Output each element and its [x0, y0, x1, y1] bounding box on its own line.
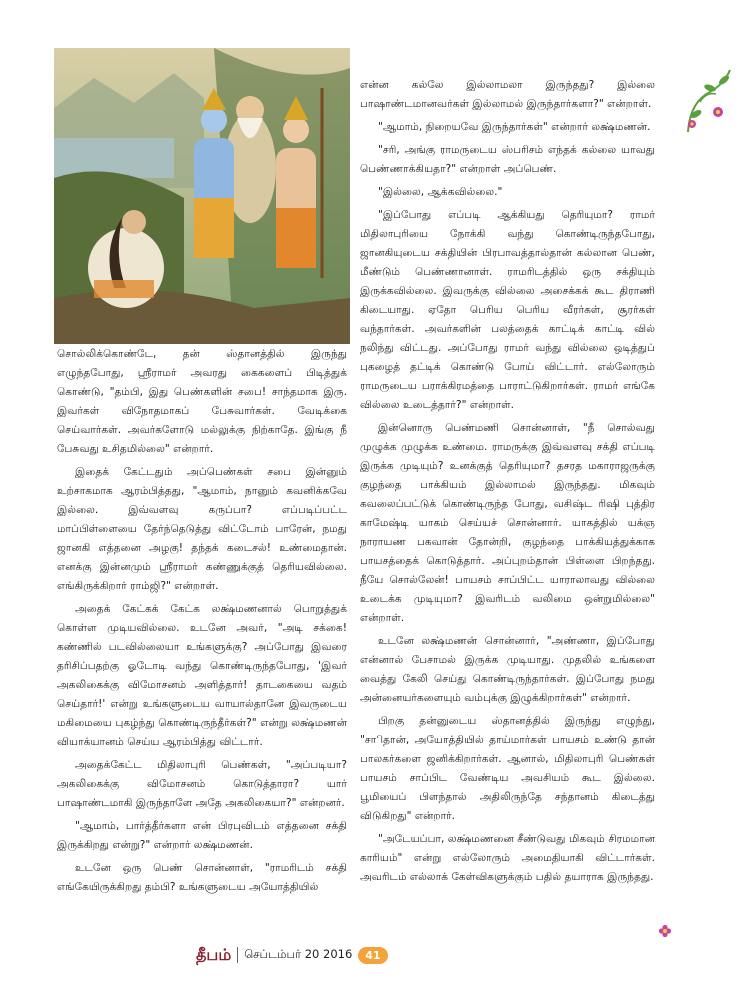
paragraph: அதைக் கேட்கக் கேட்க லக்ஷ்மணனால் பொறுத்துக் கொள்ள முடியவில்லை. உடனே அவர், "அடி சக்கை! கண்ணில் படவில்லையா உங்களுக்கு? அப்போது இவரை தரிசிப்பதற்கு ஓடோடி வந்து கொண்டிருந்தபோது, 'இவர் அகலிகைக்கு விமோசனம் அளித்தார்! தாடகையை வதம் செய்தார்!' என்று உங்களுடைய வாயால்தானே இவருடைய மகிமையை புகழ்ந்து கொண்டிருந்தீர்கள்?" என்று லக்ஷ்மணன் வியாக்யானம் செய்ய ஆரம்பித்து விட்டார். [57, 603, 347, 748]
paragraph: "இல்லை, ஆக்கவில்லை." [378, 186, 503, 198]
left-text-column [57, 345, 347, 901]
floral-ornament [680, 62, 736, 134]
ramayana-illustration [54, 48, 350, 344]
paragraph: "ஆமாம், பார்த்தீர்களா என் பிரபுவிடம் எத்தனை சக்தி இருக்கிறது என்று?" என்றார் லக்ஷ்மணன். [57, 820, 347, 851]
paragraph: உடனே லக்ஷ்மணன் சொன்னார், "அண்ணா, இப்போது என்னால் பேசாமல் இருக்க முடியாது. முதலில் உங்களை வைத்து கேலி செய்து கொண்டிருந்தார்கள். இப்போது நமது அன்னையர்களையும் வம்புக்கு இழுக்கிறார்கள்" என்றார். [360, 635, 655, 704]
paragraph: "இப்போது எப்படி ஆக்கியது தெரியுமா? ராமர் மிதிலாபுரியை நோக்கி வந்து கொண்டிருந்தபோது, ஜானகியுடைய சக்தியின் பிரபாவத்தால்தான் கல்லான பெண், மீண்டும் பெண்ணானாள். ராமரிடத்தில் ஒரு சக்தியும் இருக்கவில்லை. இவருக்கு வில்லை அசைக்கக் கூட திராணி கிடையாது. ஏதோ பெரிய பெரிய வீரர்கள், சூரர்கள் வந்தார்கள். அவர்களின் பலத்தைக் காட்டிக் காட்டி வில் நலிந்து விட்டது. அப்போது ராமர் வந்து வில்லை ஒடித்துப் புகழைத் தட்டிக் கொண்டு போய் விட்டார். எல்லோரும் ராமருடைய பராக்கிரமத்தை பாராட்டுகிறார்கள். ராமர் எங்கே வில்லை உடைத்தார்?" என்றாள். [360, 209, 655, 411]
paragraph: இன்னொரு பெண்மணி சொன்னாள், "நீ சொல்வது முழுக்க முழுக்க உண்மை. ராமருக்கு இவ்வளவு சக்தி எப்படி இருக்க முடியும்? உனக்குத் தெரியுமா? தசரத மகாராஜருக்கு குழந்தை பாக்கியம் இல்லாமல் இருந்தது. மிகவும் கவலைப்பட்டுக் கொண்டிருந்த போது, வசிஷ்ட ரிஷி புத்திர காமேஷ்டி யாகம் செய்யச் சொன்னார். யாகத்தில் யக்ஞ நாராயண பகவான் தோன்றி, குழந்தை பாக்கியத்துக்காக பாயசத்தைக் கொடுத்தார். அப்புறம்தான் பிள்ளை பிறந்தது. நீயே சொல்லேன்! பாயசம் சாப்பிட்ட யாராலாவது வில்லை உடைக்க முடியுமா? இவரிடம் வலிமை ஒன்றுமில்லை" என்றாள். [360, 422, 655, 624]
page-number: 41 [358, 947, 387, 964]
paragraph: "சரி, அங்கு ராமருடைய ஸ்பரிசம் எந்தக் கல்லை யாவது பெண்ணாக்கியதா?" என்றாள் அப்பெண். [360, 144, 655, 175]
paragraph: உடனே ஒரு பெண் சொன்னாள், "ராமரிடம் சக்தி எங்கேயிருக்கிறது தம்பி? உங்களுடைய அயோத்தியில் [57, 862, 347, 893]
paragraph: இதைக் கேட்டதும் அப்பெண்கள் சபை இன்னும் உற்சாகமாக ஆரம்பித்தது, "ஆமாம், நானும் கவனிக்கவே இல்லை. இவ்வளவு கருப்பா? எப்படிப்பட்ட மாப்பிள்ளையை தேர்ந்தெடுத்து விட்டோம் பாரேன், நமது ஜானகி எத்தனை அழகு! தந்தக் கடைசல்! உண்மைதான். எனக்கு இன்னமும் ஸ்ரீராமர் கண்ணுக்குத் தெரியவில்லை. எங்கிருக்கிறார் ராம்ஜி?" என்றாள். [57, 466, 347, 592]
paragraph: சொல்லிக்கொண்டே, தன் ஸ்தானத்தில் இருந்து எழுந்தபோது, ஸ்ரீராமர் அவரது கைகளைப் பிடித்துக் கொண்டு, "தம்பி, இது பெண்களின் சபை! சாந்தமாக இரு. இவர்கள் விநோதமாகப் பேசுவார்கள். வேடிக்கை செய்வார்கள். அவர்களோடு மல்லுக்கு நிற்காதே. இங்கு நீ பேசுவது உசிதமில்லை" என்றார். [57, 348, 347, 455]
magazine-logo: தீபம் [196, 944, 232, 964]
paragraph: என்ன கல்லே இல்லாமலா இருந்தது? இல்லை பாஷாண்டமானவர்கள் இல்லாமல் இருந்தார்களா?" என்றாள். [360, 79, 655, 110]
paragraph: "அடேயப்பா, லக்ஷ்மணனை சீண்டுவது மிகவும் சிரமமான காரியம்" என்று எல்லோரும் அமைதியாகி விட்டார்கள். அவரிடம் எல்லாக் கேள்விகளுக்கும் பதில் தயாராக இருந்தது. [360, 833, 655, 883]
issue-date: செப்டம்பர் 20 2016 [244, 947, 353, 961]
paragraph: அதைக்கேட்ட மிதிலாபுரி பெண்கள், "அப்படியா? அகலிகைக்கு விமோசனம் கொடுத்தாரா? யார் பாஷாண்டமாகி இருந்தாளே அதே அகலிகையா?" என்றனர். [57, 759, 347, 809]
footer-divider [237, 947, 238, 963]
flower-end-icon [658, 924, 672, 938]
right-text-column [360, 76, 655, 891]
page-footer [196, 944, 388, 966]
paragraph: "ஆமாம், நிறையவே இருந்தார்கள்" என்றார் லக்ஷ்மணன். [378, 121, 651, 133]
paragraph: பிறகு தன்னுடைய ஸ்தானத்தில் இருந்து எழுந்து, "சாிதான், அயோத்தியில் தாய்மார்கள் பாயசம் உண்டு தான் பாலகர்களை ஜனிக்கிறார்கள். ஆனால், மிதிலாபுரி பெண்கள் பாயசம் சாப்பிட வேண்டிய அவசியம் கூட இல்லை. பூமியைப் பிளந்தால் அதிலிருந்தே சந்தானம் கிடைத்து விடுகிறது" என்றார். [360, 715, 655, 822]
